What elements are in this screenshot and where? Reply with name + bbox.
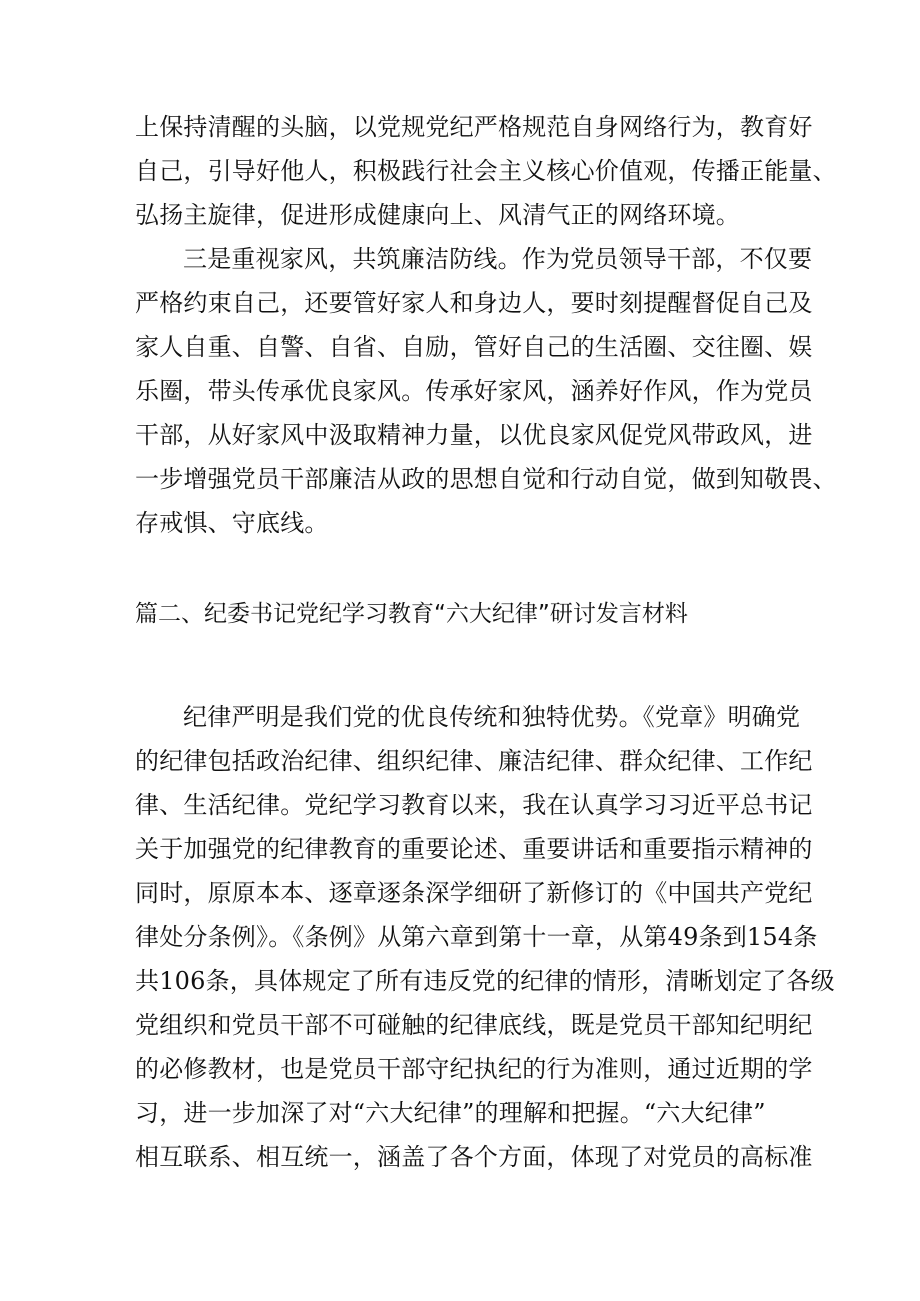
text-line: 习，进一步加深了对“六大纪律”的理解和把握。“六大纪律”	[135, 1099, 766, 1127]
text-line: 律处分条例》。《条例》从第六章到第十一章，从第49条到154条	[135, 923, 818, 951]
text-line: 共106条，具体规定了所有违反党的纪律的情形，清晰划定了各级	[135, 967, 835, 995]
text-line: 党组织和党员干部不可碰触的纪律底线，既是党员干部知纪明纪	[135, 1011, 813, 1039]
text-line: 的纪律包括政治纪律、组织纪律、廉洁纪律、群众纪律、工作纪	[135, 747, 813, 775]
text-line: 同时，原原本本、逐章逐条深学细研了新修订的《中国共产党纪	[135, 879, 813, 907]
section-heading: 篇二、纪委书记党纪学习教育“六大纪律”研讨发言材料	[135, 601, 688, 627]
text-line: 严格约束自己，还要管好家人和身边人，要时刻提醒督促自己及	[135, 289, 813, 317]
text-line: 纪律严明是我们党的优良传统和独特优势。《党章》明确党	[183, 703, 801, 731]
text-line: 相互联系、相互统一，涵盖了各个方面，体现了对党员的高标准	[135, 1143, 813, 1171]
text-line: 家人自重、自警、自省、自励，管好自己的生活圈、交往圈、娱	[135, 333, 813, 361]
text-line: 自己，引导好他人，积极践行社会主义核心价值观，传播正能量、	[135, 157, 837, 185]
text-line: 一步增强党员干部廉洁从政的思想自觉和行动自觉，做到知敬畏、	[135, 465, 837, 493]
text-line: 弘扬主旋律，促进形成健康向上、风清气正的网络环境。	[135, 201, 740, 229]
text-line: 存戒惧、守底线。	[135, 509, 329, 537]
text-line: 律、生活纪律。党纪学习教育以来，我在认真学习习近平总书记	[135, 791, 813, 819]
text-line: 干部，从好家风中汲取精神力量，以优良家风促党风带政风，进	[135, 421, 813, 449]
text-line: 乐圈，带头传承优良家风。传承好家风，涵养好作风，作为党员	[135, 377, 813, 405]
text-line: 上保持清醒的头脑，以党规党纪严格规范自身网络行为，教育好	[135, 113, 813, 141]
text-line: 的必修教材，也是党员干部守纪执纪的行为准则，通过近期的学	[135, 1055, 813, 1083]
text-line: 关于加强党的纪律教育的重要论述、重要讲话和重要指示精神的	[135, 835, 813, 863]
text-line: 三是重视家风，共筑廉洁防线。作为党员领导干部，不仅要	[183, 245, 813, 273]
